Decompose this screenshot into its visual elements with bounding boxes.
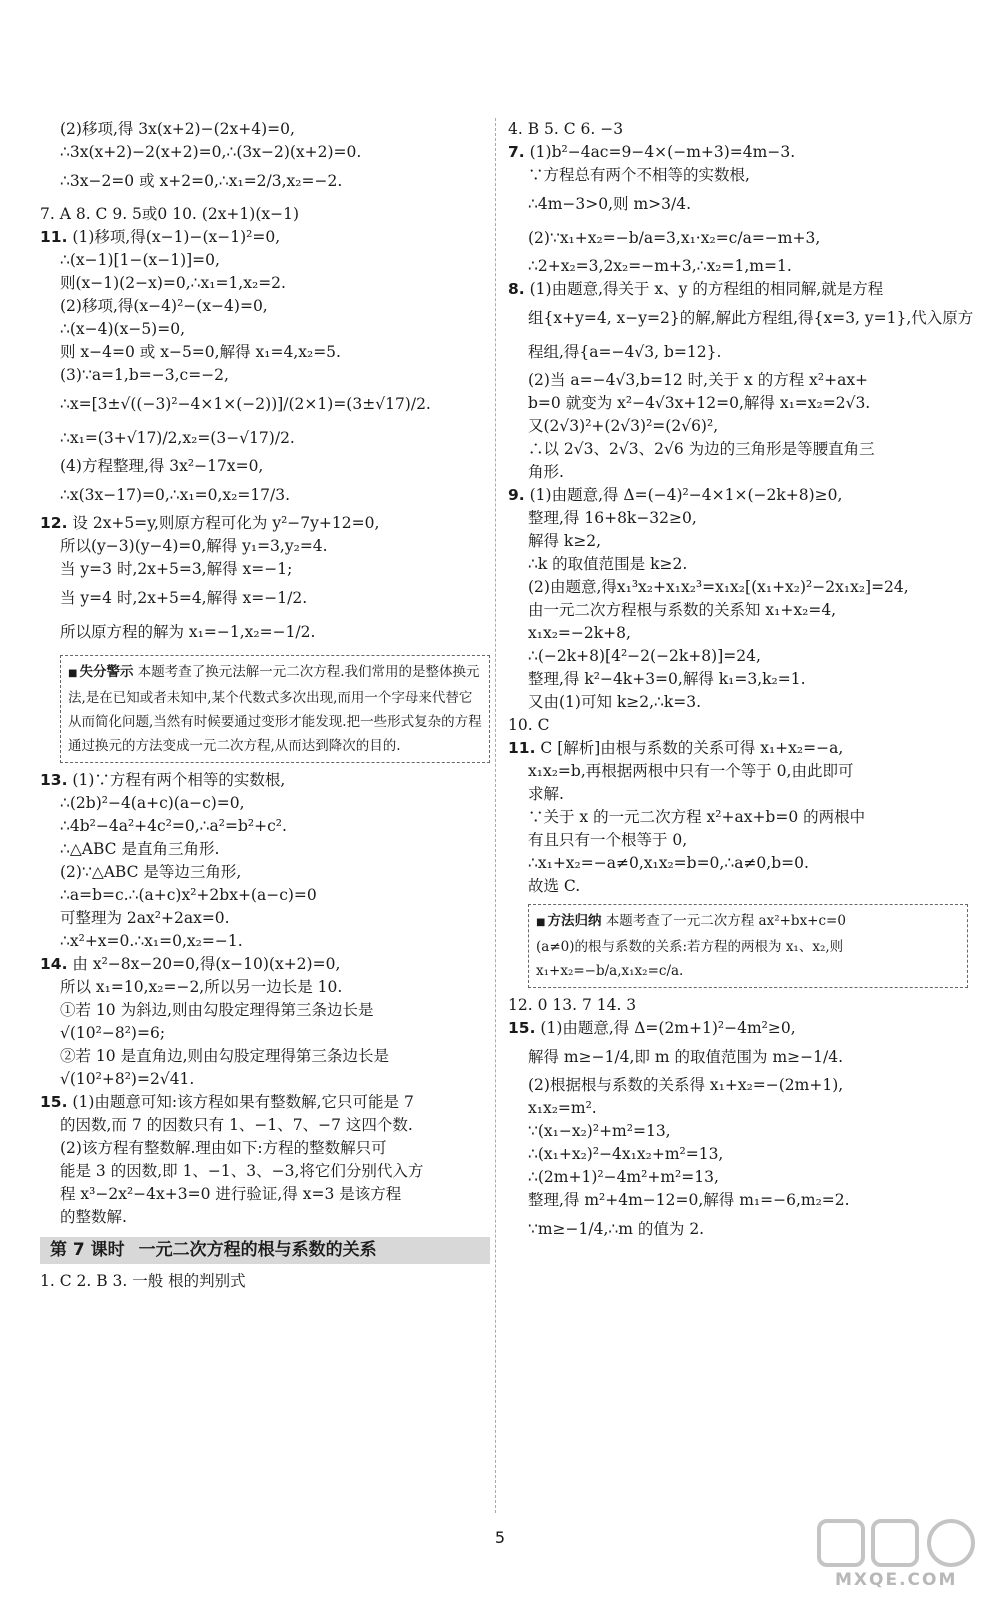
text-line: 又由(1)可知 k≥2,∴k=3. <box>528 693 702 711</box>
text-line: 当 y=3 时,2x+5=3,解得 x=−1; <box>60 560 293 578</box>
question-11 <box>40 226 490 512</box>
text-line: (1)由题意可知:该方程如果有整数解,它只可能是 7 <box>72 1093 414 1111</box>
method-box <box>528 904 968 988</box>
text-line: ①若 10 为斜边,则由勾股定理得第三条边长是 <box>60 1001 374 1019</box>
question-9 <box>508 484 968 714</box>
text-line: (2)移项,得 3x(x+2)−(2x+4)=0, <box>60 120 295 138</box>
text-line: ∴k 的取值范围是 k≥2. <box>528 555 688 573</box>
text-line: 组{x+y=4, x−y=2}的解,解此方程组,得{x=3, y=1},代入原方 <box>528 309 974 327</box>
text-line: ∴x₁+x₂=−a≠0,x₁x₂=b=0,∴a≠0,b=0. <box>528 854 809 872</box>
text-line: (3)∵a=1,b=−3,c=−2, <box>60 366 229 384</box>
text-line: 有且只有一个根等于 0, <box>528 831 688 849</box>
text-line: 当 y=4 时,2x+5=4,解得 x=−1/2. <box>60 589 308 607</box>
text-line: (2)由题意,得x₁³x₂+x₁x₂³=x₁x₂[(x₁+x₂)²−2x₁x₂]=24, <box>528 578 909 596</box>
text-line: 由一元二次方程根与系数的关系知 x₁+x₂=4, <box>528 601 837 619</box>
text-line: x₁x₂=b,再根据两根中只有一个等于 0,由此即可 <box>528 762 854 780</box>
text-line: (2)该方程有整数解.理由如下:方程的整数解只可 <box>60 1139 387 1157</box>
column-divider <box>495 118 496 1513</box>
text-line: (1)由题意,得关于 x、y 的方程组的相同解,就是方程 <box>529 280 884 298</box>
text-line: ∴a=b=c.∴(a+c)x²+2bx+(a−c)=0 <box>60 886 317 904</box>
question-11-right <box>508 737 968 898</box>
text-line: 故选 C. <box>528 877 581 895</box>
text-line: ∴(x−1)[1−(x−1)]=0, <box>60 251 220 269</box>
text-line: (4)方程整理,得 3x²−17x=0, <box>60 457 264 475</box>
text-line: ∴(2b)²−4(a+c)(a−c)=0, <box>60 794 245 812</box>
question-7 <box>508 141 968 278</box>
text-line: 能是 3 的因数,即 1、−1、3、−3,将它们分别代入方 <box>60 1162 424 1180</box>
text-line: (2)∵x₁+x₂=−b/a=3,x₁·x₂=c/a=−m+3, <box>528 229 821 247</box>
text-line: (1)由题意,得 Δ=(2m+1)²−4m²≥0, <box>540 1019 796 1037</box>
question-number: 15. <box>40 1093 68 1111</box>
text-line: ∵m≥−1/4,∴m 的值为 2. <box>528 1220 705 1238</box>
right-column <box>508 118 974 1246</box>
warning-box <box>60 655 490 763</box>
question-15-right <box>508 1017 968 1246</box>
text-line: ∴4b²−4a²+4c²=0,∴a²=b²+c². <box>60 817 287 835</box>
question-12 <box>40 512 490 649</box>
text-line: ∴(2m+1)²−4m²+m²=13, <box>528 1168 719 1186</box>
text-line: 则 x−4=0 或 x−5=0,解得 x₁=4,x₂=5. <box>60 343 341 361</box>
text-line: C [解析]由根与系数的关系可得 x₁+x₂=−a, <box>540 739 844 757</box>
answer-10: 10. C <box>508 716 550 734</box>
question-number: 9. <box>508 486 525 504</box>
text-line: x₁x₂=−2k+8, <box>528 624 631 642</box>
text-line: ∵关于 x 的一元二次方程 x²+ax+b=0 的两根中 <box>528 808 866 826</box>
question-8 <box>508 278 974 484</box>
text-line: ∴(x−4)(x−5)=0, <box>60 320 186 338</box>
text-line: ∴(x₁+x₂)²−4x₁x₂+m²=13, <box>528 1145 724 1163</box>
text-line: 的因数,而 7 的因数只有 1、−1、7、−7 这四个数. <box>60 1116 413 1134</box>
text-line: 由 x²−8x−20=0,得(x−10)(x+2)=0, <box>72 955 341 973</box>
answers-7-10: 7. A 8. C 9. 5或0 10. (2x+1)(x−1) <box>40 205 300 223</box>
question-number: 13. <box>40 771 68 789</box>
text-line: b=0 就变为 x²−4√3x+12=0,解得 x₁=x₂=2√3. <box>528 394 871 412</box>
text-line: (2)根据根与系数的关系得 x₁+x₂=−(2m+1), <box>528 1076 844 1094</box>
text-line: x₁+x₂=−b/a,x₁x₂=c/a. <box>536 963 684 979</box>
text-line: ∴x₁=(3+√17)/2,x₂=(3−√17)/2. <box>60 429 295 447</box>
text-line: ∴以 2√3、2√3、2√6 为边的三角形是等腰直角三 <box>528 440 875 458</box>
text-line: ∴2+x₂=3,2x₂=−m+3,∴x₂=1,m=1. <box>528 257 792 275</box>
section-heading <box>40 1237 490 1264</box>
text-line: ∴3x−2=0 或 x+2=0,∴x₁=2/3,x₂=−2. <box>60 172 343 190</box>
question-number: 15. <box>508 1019 536 1037</box>
answers-12-14: 12. 0 13. 7 14. 3 <box>508 996 637 1014</box>
question-15 <box>40 1091 490 1229</box>
question-number: 12. <box>40 514 68 532</box>
text-line: ∴(−2k+8)[4²−2(−2k+8)]=24, <box>528 647 761 665</box>
text-line: √(10²+8²)=2√41. <box>60 1070 195 1088</box>
text-line: (1)移项,得(x−1)−(x−1)²=0, <box>72 228 281 246</box>
text-line: 整理,得 m²+4m−12=0,解得 m₁=−6,m₂=2. <box>528 1191 850 1209</box>
method-tag: ■ 方法归纳 <box>536 913 601 929</box>
text-line: x₁x₂=m². <box>528 1099 597 1117</box>
text-line: ②若 10 是直角边,则由勾股定理得第三条边长是 <box>60 1047 390 1065</box>
text-line: (2)当 a=−4√3,b=12 时,关于 x 的方程 x²+ax+ <box>528 371 869 389</box>
text-line: (1)b²−4ac=9−4×(−m+3)=4m−3. <box>529 143 796 161</box>
text-line: 整理,得 k²−4k+3=0,解得 k₁=3,k₂=1. <box>528 670 806 688</box>
text-line: 的整数解. <box>60 1208 127 1226</box>
text-line: 角形. <box>528 463 564 481</box>
question-13 <box>40 769 490 953</box>
text-line: ∵(x₁−x₂)²+m²=13, <box>528 1122 671 1140</box>
text-line: 程组,得{a=−4√3, b=12}. <box>528 343 722 361</box>
text-line: (1)由题意,得 Δ=(−4)²−4×1×(−2k+8)≥0, <box>529 486 843 504</box>
text-line: ∴x=[3±√((−3)²−4×1×(−2))]/(2×1)=(3±√17)/2. <box>60 395 431 413</box>
text-line: 整理,得 16+8k−32≥0, <box>528 509 697 527</box>
text-line: (2)∵△ABC 是等边三角形, <box>60 863 242 881</box>
text-line: 可整理为 2ax²+2ax=0. <box>60 909 230 927</box>
left-column <box>40 118 490 1293</box>
text-line: ∵方程总有两个不相等的实数根, <box>528 166 750 184</box>
text-line: 设 2x+5=y,则原方程可化为 y²−7y+12=0, <box>72 514 380 532</box>
text-line: 解得 m≥−1/4,即 m 的取值范围为 m≥−1/4. <box>528 1048 843 1066</box>
question-number: 7. <box>508 143 525 161</box>
page-number: 5 <box>494 1528 506 1547</box>
text-line: 又(2√3)²+(2√3)²=(2√6)², <box>528 417 719 435</box>
text-line: (2)移项,得(x−4)²−(x−4)=0, <box>60 297 268 315</box>
question-number: 8. <box>508 280 525 298</box>
text-line: 则(x−1)(2−x)=0,∴x₁=1,x₂=2. <box>60 274 286 292</box>
text-line: 本题考查了一元二次方程 ax²+bx+c=0 <box>605 913 846 929</box>
text-line: ∴x²+x=0.∴x₁=0,x₂=−1. <box>60 932 243 950</box>
question-14 <box>40 953 490 1091</box>
text-line: 程 x³−2x²−4x+3=0 进行验证,得 x=3 是该方程 <box>60 1185 402 1203</box>
text-line: (1)∵方程有两个相等的实数根, <box>72 771 286 789</box>
text-line: ∴3x(x+2)−2(x+2)=0,∴(3x−2)(x+2)=0. <box>60 143 362 161</box>
question-number: 11. <box>508 739 536 757</box>
text-line: 所以 x₁=10,x₂=−2,所以另一边长是 10. <box>60 978 343 996</box>
lesson-number: 第 7 课时 <box>50 1240 125 1260</box>
text-line: 求解. <box>528 785 564 803</box>
text-line: (a≠0)的根与系数的关系:若方程的两根为 x₁、x₂,则 <box>536 939 844 955</box>
text-line: ∴x(3x−17)=0,∴x₁=0,x₂=17/3. <box>60 486 291 504</box>
section-title: 一元二次方程的根与系数的关系 <box>138 1240 377 1260</box>
watermark-text: MXQE.COM <box>835 1570 958 1590</box>
watermark-logo <box>815 1515 985 1593</box>
warning-tag: ■ 失分警示 <box>68 664 133 680</box>
warning-text: 本题考查了换元法解一元二次方程.我们常用的是整体换元法,是在已知或者未知中,某个代数式多次出现,而用一个字母来代替它从而简化问题,当然有时候要通过变形才能发现.把一些形式复杂的方程通过换元的方法变成一元二次方程,从而达到降次的目的. <box>68 664 482 754</box>
text-line: 所以原方程的解为 x₁=−1,x₂=−1/2. <box>60 623 316 641</box>
text-line: ∴△ABC 是直角三角形. <box>60 840 220 858</box>
text-line: ∴4m−3>0,则 m>3/4. <box>528 195 692 213</box>
answers-1-3: 1. C 2. B 3. 一般 根的判别式 <box>40 1272 246 1290</box>
text-line: √(10²−8²)=6; <box>60 1024 166 1042</box>
text-line: 解得 k≥2, <box>528 532 602 550</box>
watermark-icon <box>815 1515 985 1570</box>
question-number: 14. <box>40 955 68 973</box>
answers-4-6: 4. B 5. C 6. −3 <box>508 120 624 138</box>
text-line: 所以(y−3)(y−4)=0,解得 y₁=3,y₂=4. <box>60 537 328 555</box>
question-number: 11. <box>40 228 68 246</box>
